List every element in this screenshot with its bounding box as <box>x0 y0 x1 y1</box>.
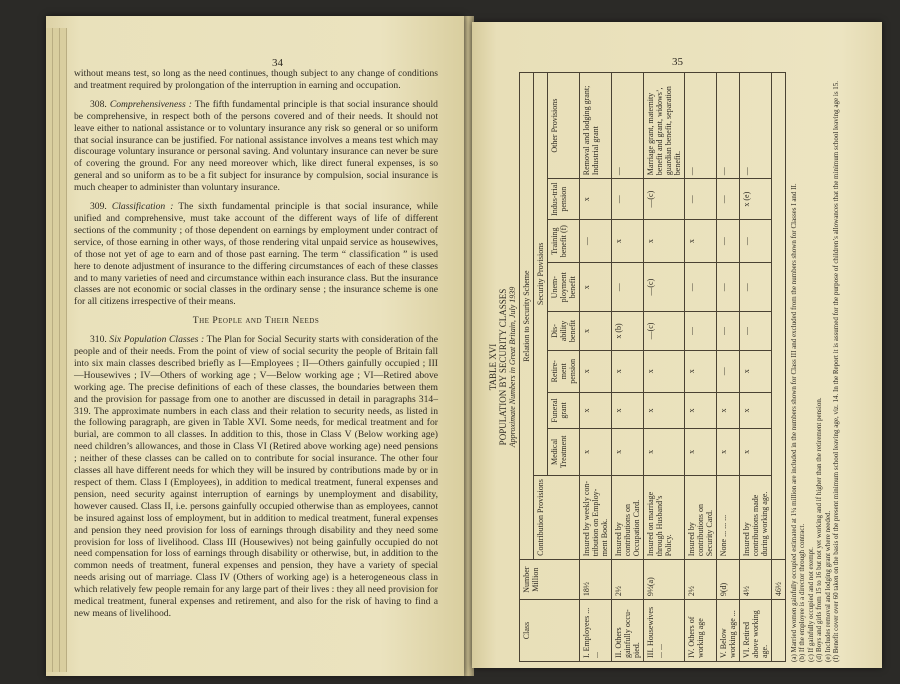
table-cell: IV. Others of working age <box>685 600 717 662</box>
paragraph-308 <box>74 99 438 194</box>
table-cell: x <box>740 350 772 392</box>
table-note: (a) Married women gainfully occupied estimated at 1¼ million are included in the numbers shown for Class III and excluded from the numbers shown for Classes I and II. <box>790 183 798 662</box>
table-cell: x <box>740 392 772 428</box>
table-cell: 4½ <box>740 560 772 600</box>
col-header: Medical Treatment <box>548 429 580 476</box>
table-cell: —(c) <box>644 312 685 350</box>
continuation-paragraph: without means test, so long as the need continues, though subject to any change of conditions and treatment required by prolongation of the interruption in earning and occupation. <box>74 68 438 91</box>
rotated-table-block <box>488 72 858 662</box>
table-cell: — <box>612 73 644 179</box>
table-row <box>685 73 717 662</box>
table-row <box>644 73 685 662</box>
table-body <box>580 73 786 662</box>
col-header: Funeral grant <box>548 392 580 428</box>
table-cell: 2½ <box>612 560 644 600</box>
right-page <box>472 22 882 668</box>
table-cell: x <box>580 263 612 312</box>
table-cell: 9(d) <box>717 560 740 600</box>
paragraph-309 <box>74 201 438 308</box>
table-cell: 2½ <box>685 560 717 600</box>
table-cell: x <box>612 392 644 428</box>
table-cell: x <box>644 429 685 476</box>
table-note: (c) If gainfully occupied and not exempt. <box>806 547 815 662</box>
para-title: Six Population Classes : <box>109 334 205 346</box>
table-cell: x <box>644 350 685 392</box>
col-header: Class <box>520 600 580 662</box>
table-cell: —(c) <box>644 179 685 220</box>
table-notes <box>790 72 840 662</box>
table-row <box>580 73 612 662</box>
table-cell: — <box>717 312 740 350</box>
group-header: Security Provisions <box>534 73 548 476</box>
table-cell: — <box>717 263 740 312</box>
population-table <box>519 72 786 662</box>
table-cell <box>772 73 786 560</box>
table-cell: x <box>612 220 644 263</box>
table-cell: x <box>717 429 740 476</box>
table-cell: x <box>580 179 612 220</box>
table-cell: — <box>717 73 740 179</box>
para-number: 309. <box>90 201 107 213</box>
table-row <box>740 73 772 662</box>
table-cell: — <box>717 350 740 392</box>
table-cell: III. Housewives ... ... <box>644 600 685 662</box>
col-header: Unem-ployment benefit <box>548 263 580 312</box>
col-header: Training benefit (f) <box>548 220 580 263</box>
table-row <box>717 73 740 662</box>
table-cell: — <box>685 73 717 179</box>
col-header: Other Provisions <box>548 73 580 179</box>
table-cell: — <box>685 179 717 220</box>
table-cell: x <box>717 392 740 428</box>
left-page-text <box>74 68 438 627</box>
para-number: 308. <box>90 98 107 110</box>
page-number-left: 34 <box>272 57 283 69</box>
table-cell: — <box>685 263 717 312</box>
para-title: Comprehensiveness : <box>109 98 192 110</box>
table-title: TABLE XVI <box>488 343 498 391</box>
page-edge <box>60 28 67 672</box>
table-cell: x <box>685 392 717 428</box>
table-cell: x <box>580 392 612 428</box>
table-cell: x <box>580 312 612 350</box>
table-cell: —(c) <box>644 263 685 312</box>
table-row <box>612 73 644 662</box>
total-cell: 46½ <box>772 560 786 600</box>
table-cell: Insured by weekly con-tribution on Employ-ment Book. <box>580 475 612 560</box>
table-cell: — <box>740 263 772 312</box>
table-note: (b) If the employee is a director through contract. <box>798 523 807 662</box>
table-note: (f) Benefit cover over 60 taken on the basis of the present minimum school leaving age, viz. 14. In the Report it is assumed for the purpose of children’s allowances that the minimum school leaving age is 15. <box>832 80 841 662</box>
table-cell: VI. Retired above working age. <box>740 600 772 662</box>
table-cell: x (b) <box>612 312 644 350</box>
group-header: Relation to Security Scheme <box>520 73 534 560</box>
table-cell: Removal and lodging grant; Industrial grant <box>580 73 612 179</box>
para-body: The Plan for Social Security starts with consideration of the people and of their needs. From the point of view of social security the people of Britain fall into six main classes described briefly as I—Employees ; II—Others gainfully occupied ; III—Housewives ; IV—Others of working age ; V—Below working age ; VI—Retired above working age. The precise definitions of each of these classes, the boundaries between them and the provision for passage from one to another are discussed in detail in paragraphs 314–319. The approximate numbers in each class and their relation to security needs, as listed in the following paragraph, are given in Table XVI. Some needs, for medical treatment and for burial, are common to all classes. In addition to this, those in Class V (Below working age) need children’s allowances, and those in Class VI (Retired above working age) need pensions ; neither of these classes can be called on to contribute for social insurance. The other four classes all have different needs for which they will be insured by contributions made by or in respect of them. Class I (Employees), in addition to medical treatment, funeral expenses and pension, need security against interruption of earnings by unemployment and disability, however caused. Class II, i.e. persons gainfully occupied otherwise than as employees, cannot be insured against loss of employment, but in addition to medical treatment, funeral expenses and pension they need provision for loss of earnings through disability and they need some provision for loss of livelihood. Class III (Housewives) not being gainfully occupied do not need compensation for loss of earnings through disability or otherwise, but, in addition to the common needs of treatment, funeral expenses and pension, they have a variety of special needs arising out of marriage. Class IV (Others of working age) is a heterogeneous class in which relatively few people remain for any large part of their lives : they all need provision for medical treatment, funeral expenses and retirement, and also for the risk of having to find a new means of livelihood. <box>74 334 438 619</box>
col-header: Number Million <box>520 560 580 600</box>
table-cell: V. Below working age ... <box>717 600 740 662</box>
para-body: The sixth fundamental principle is that social insurance, while unified and comprehensive, must take account of the different ways of life of different sections of the community ; of those dependent on earnings by employment under contract of service, of those earning in other ways, of those rendering vital unpaid service as housewives, of those not yet of age to earn and of those past earning. The term “ classification ” is used here to denote adjustment of insurance to the differing circumstances of each of these classes and to many varieties of need and circumstance within each insurance class. But the insurance classes are not economic or social classes in the ordinary sense ; the insurance scheme is one for all citizens irrespective of their means. <box>74 201 438 308</box>
total-row <box>772 73 786 662</box>
table-cell: x <box>740 429 772 476</box>
page-number-right: 35 <box>672 56 683 68</box>
table-cell: — <box>612 263 644 312</box>
table-cell: x <box>685 429 717 476</box>
paragraph-310 <box>74 334 438 620</box>
table-cell: x <box>644 392 685 428</box>
table-cell: II. Others gainfully occu-pied. <box>612 600 644 662</box>
table-cell: — <box>612 179 644 220</box>
table-subtitle-2: Approximate Numbers in Great Britain, July 1939 <box>508 286 517 448</box>
table-cell: I. Employees ... ... <box>580 600 612 662</box>
table-cell: x (e) <box>740 179 772 220</box>
table-cell <box>772 600 786 662</box>
table-cell: x <box>580 429 612 476</box>
table-cell: x <box>644 220 685 263</box>
page-edge <box>46 28 53 672</box>
table-cell: Insured by contributions on Occupation Card. <box>612 475 644 560</box>
table-cell: Insured on marriage through Husband’s Policy. <box>644 475 685 560</box>
table-cell: x <box>685 350 717 392</box>
para-title: Classification : <box>111 201 174 213</box>
table-cell: x <box>612 350 644 392</box>
table-cell: — <box>740 73 772 179</box>
col-header: Retire-ment pension <box>548 350 580 392</box>
table-note: (e) Includes removal and lodging grant where needed. <box>823 510 832 662</box>
table-cell: 9½(a) <box>644 560 685 600</box>
table-cell: — <box>740 312 772 350</box>
table-cell: Insured by contributions made during working age. <box>740 475 772 560</box>
table-cell: 18½ <box>580 560 612 600</box>
table-cell: — <box>740 220 772 263</box>
table-cell: x <box>612 429 644 476</box>
page-edge <box>53 28 60 672</box>
table-cell: None ... ... ... <box>717 475 740 560</box>
para-number: 310. <box>90 334 107 346</box>
table-cell: — <box>717 179 740 220</box>
col-header: Dis-ability benefit <box>548 312 580 350</box>
col-header: Contribution Provisions <box>534 475 580 560</box>
para-body: The fifth fundamental principle is that social insurance should be comprehensive, in respect both of the persons covered and of their needs. It should not leave either to national assistance or to voluntary insurance any risk so general or so uniform that social insurance can be justified. For national assistance involves a means test which may discourage voluntary insurance or personal saving. And voluntary insurance can never be sure of covering the ground. For any need moreover which, like direct funeral expenses, is so general and so uniform as to be a fit subject for insurance by compulsion, social insurance is much cheaper to administer than voluntary insurance. <box>74 98 438 194</box>
table-subtitle: POPULATION BY SECURITY CLASSES <box>498 288 508 446</box>
table-cell: x <box>685 220 717 263</box>
col-header: Indus-trial pension <box>548 179 580 220</box>
table-cell: — <box>580 220 612 263</box>
table-cell: Insured by contributions on Security Card. <box>685 475 717 560</box>
table-cell: x <box>580 350 612 392</box>
table-cell: — <box>685 312 717 350</box>
table-cell: Marriage grant, maternity benefit and grant, widows’, guardian benefit, separation benefit. <box>644 73 685 179</box>
table-cell: — <box>717 220 740 263</box>
section-heading: The People and Their Needs <box>192 315 320 327</box>
table-note: (d) Boys and girls from 15 to 16 but not yet working and if higher than the retirement pension. <box>815 397 824 662</box>
